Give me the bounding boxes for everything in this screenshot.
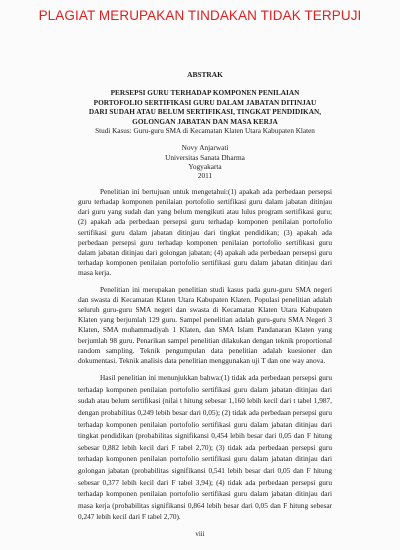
university-name: Universitas Sanata Dharma xyxy=(165,152,245,162)
abstract-paragraph-2: Penelitian ini merupakan penelitian studi kasus pada guru-guru SMA negeri dan swasta di Kecamatan Klaten Utara Kabupaten Klaten. Populasi penelitian adalah seluruh guru-guru SMA negeri dan swasta di Kecamatan Klaten Utara Kabupaten Klaten yang berjumlah 129 guru. Sampel penelitian adalah guru-guru SMA Negeri 3 Klaten, SMA muhammadiyah 1 Klaten, dan SMA Islam Pandanaran Klaten yang berjumlah 98 guru. Penarikan sampel penelitian dilakukan dengan teknik proportional random sampling. Teknik pengumpulan data penelitian adalah kuesioner dan dokumentasi. Teknik analisis data penelitian menggunakan uji T dan one way anova. xyxy=(78,284,332,366)
abstract-heading: ABSTRAK xyxy=(187,70,223,79)
city-name: Yogyakarta xyxy=(188,161,222,171)
year: 2011 xyxy=(197,171,213,181)
plagiarism-watermark: PLAGIAT MERUPAKAN TINDAKAN TIDAK TERPUJI xyxy=(38,8,362,23)
thesis-title: PERSEPSI GURU TERHADAP KOMPONEN PENILAIAN PORTOFOLIO SERTIFIKASI GURU DALAM JABATAN DITINJAU DARI SUDAH ATAU BELUM SERTIFIKASI, TINGKAT PENDIDIKAN, GOLONGAN JABATAN DAN MASA KERJA xyxy=(88,88,322,126)
author-name: Novy Anjarwati xyxy=(181,143,229,153)
abstract-content xyxy=(78,70,332,523)
abstract-paragraph-3: Hasil penelitian ini menunjukkan bahwa:(1) tidak ada perbedaan persepsi guru terhadap komponen penilaian portofolio sertifikasi guru dalam jabatan ditinjau dari sudah atau belum sertifikasi (nilai t hitung sebesar 1,160 lebih kecil dari t tabel 1,987, dengan probabilitas 0,249 lebih besar dari 0,05); (2) tidak ada perbedaan persepsi guru terhadap komponen penilaian portofolio sertifikasi guru dalam jabatan ditinjau dari tingkat pendidikan (probabilitas signifikansi 0,454 lebih besar dari 0,05 dan F hitung sebesar 0,882 lebih kecil dari F tabel 2,70); (3) tidak ada perbedaan persepsi guru terhadap komponen penilaian portofolio sertifikasi guru dalam jabatan ditinjau dari golongan jabatan (probabilitas signifikansi 0,541 lebih besar dari 0,05 dan F hitung sebesar 0,377 lebih kecil dari F tabel 3,94); (4) tidak ada perbedaan persepsi guru terhadap komponen penilaian portofolio sertifikasi guru dalam jabatan ditinjau dari masa kerja (probabilitas signifikansi 0,864 lebih besar dari 0,05 dan F hitung sebesar 0,247 lebih kecil dari F tabel 2,70). xyxy=(78,373,332,522)
author-block xyxy=(78,143,332,181)
thesis-subtitle: Studi Kasus: Guru-guru SMA di Kecamatan Klaten Utara Kabupaten Klaten xyxy=(95,126,315,135)
abstract-paragraph-1: Penelitian ini bertujuan untuk mengetahui:(1) apakah ada perbedaan persepsi guru terhadap komponen penilaian portofolio sertifikasi guru dalam jabatan ditinjau dari guru yang sudah dan yang belum mengikuti atau lulus program sertifikasi guru; (2) apakah ada perbedaan persepsi guru terhadap komponen penilaian portofolio sertifikasi guru dalam jabatan ditinjau dari tingkat pendidikan; (3) apakah ada perbedaan persepsi guru terhadap komponen penilaian portofolio sertifikasi guru dalam jabatan ditinjau dari golongan jabatan; (4) apakah ada perbedaan persepsi guru terhadap komponen penilaian portofolio sertifikasi guru dalam jabatan ditinjau dari masa kerja. xyxy=(78,186,332,278)
page-number: viii xyxy=(195,530,205,538)
